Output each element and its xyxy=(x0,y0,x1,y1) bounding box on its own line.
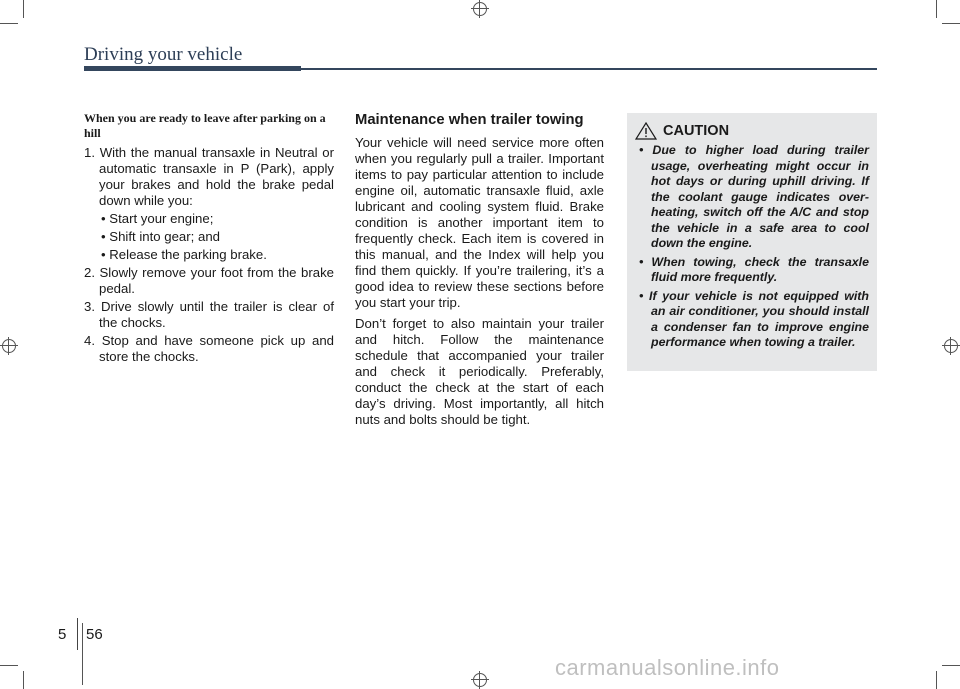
warning-triangle-icon xyxy=(635,122,657,140)
footer-divider xyxy=(77,618,78,650)
registration-mark-bottom xyxy=(471,671,489,689)
crop-mark xyxy=(942,665,960,666)
crop-mark xyxy=(936,671,937,689)
header-bar xyxy=(84,66,301,71)
middle-column xyxy=(355,111,604,433)
trim-line xyxy=(82,623,83,685)
step-4: 4. Stop and have someone pick up and store the chocks. xyxy=(84,333,334,364)
step-2: 2. Slowly remove your foot from the brake pedal. xyxy=(84,265,334,296)
crop-mark xyxy=(0,23,18,24)
caution-box xyxy=(627,113,877,371)
crop-mark xyxy=(936,0,937,18)
crop-mark xyxy=(23,671,24,689)
step-1: 1. With the manual transaxle in Neutral or automatic transaxle in P (Park), apply your brakes and hold the brake pedal down while you: xyxy=(84,145,334,208)
bullet-item: • Start your engine; xyxy=(101,211,214,226)
chapter-number: 5 xyxy=(58,626,67,643)
caution-item: • When towing, check the transaxle fluid more frequently. xyxy=(639,254,869,284)
bullet-item: • Release the parking brake. xyxy=(101,247,267,262)
crop-mark xyxy=(0,665,18,666)
header-rule xyxy=(301,68,877,70)
bullet-item: • Shift into gear; and xyxy=(101,229,220,244)
subheading: When you are ready to leave after parking on a hill xyxy=(84,111,326,140)
registration-mark-right xyxy=(942,337,960,355)
registration-mark-top xyxy=(471,0,489,18)
watermark: carmanualsonline.info xyxy=(555,655,780,680)
registration-mark-left xyxy=(0,337,18,355)
step-3: 3. Drive slowly until the trailer is clear of the chocks. xyxy=(84,299,334,330)
caution-header xyxy=(635,122,869,140)
caution-title: CAUTION xyxy=(663,123,730,139)
paragraph: Don’t forget to also maintain your trailer and hitch. Follow the maintenance schedule that accompanied your trailer and check it periodically. Preferably, conduct the check at the start of each day’s driving. Most importantly, all hitch nuts and bolts should be tight. xyxy=(355,316,604,427)
section-title: Driving your vehicle xyxy=(84,44,243,65)
crop-mark xyxy=(23,0,24,18)
crop-mark xyxy=(942,23,960,24)
section-heading: Maintenance when trailer towing xyxy=(355,112,584,128)
left-column xyxy=(84,111,334,367)
paragraph: Your vehicle will need service more often when you regularly pull a trailer. Important items to pay particular attention to include engine oil, automatic transaxle fluid, axle lubricant and cooling system fluid. Brake condition is another important item to frequently check. Each item is covered in this manual, and the Index will help you find them quickly. If you’re trailering, it’s a good idea to review these sections before you start your trip. xyxy=(355,135,604,310)
page-number: 56 xyxy=(86,626,103,643)
caution-item: • If your vehicle is not equipped with an air conditioner, you should install a condenser fan to improve engine performance when towing a trailer. xyxy=(639,288,869,349)
caution-item: • Due to higher load during trailer usage, overheating might occur in hot days or during uphill driving. If the coolant gauge indicates over-heating, switch off the A/C and stop the vehicle in a safe area to cool down the engine. xyxy=(639,143,869,250)
